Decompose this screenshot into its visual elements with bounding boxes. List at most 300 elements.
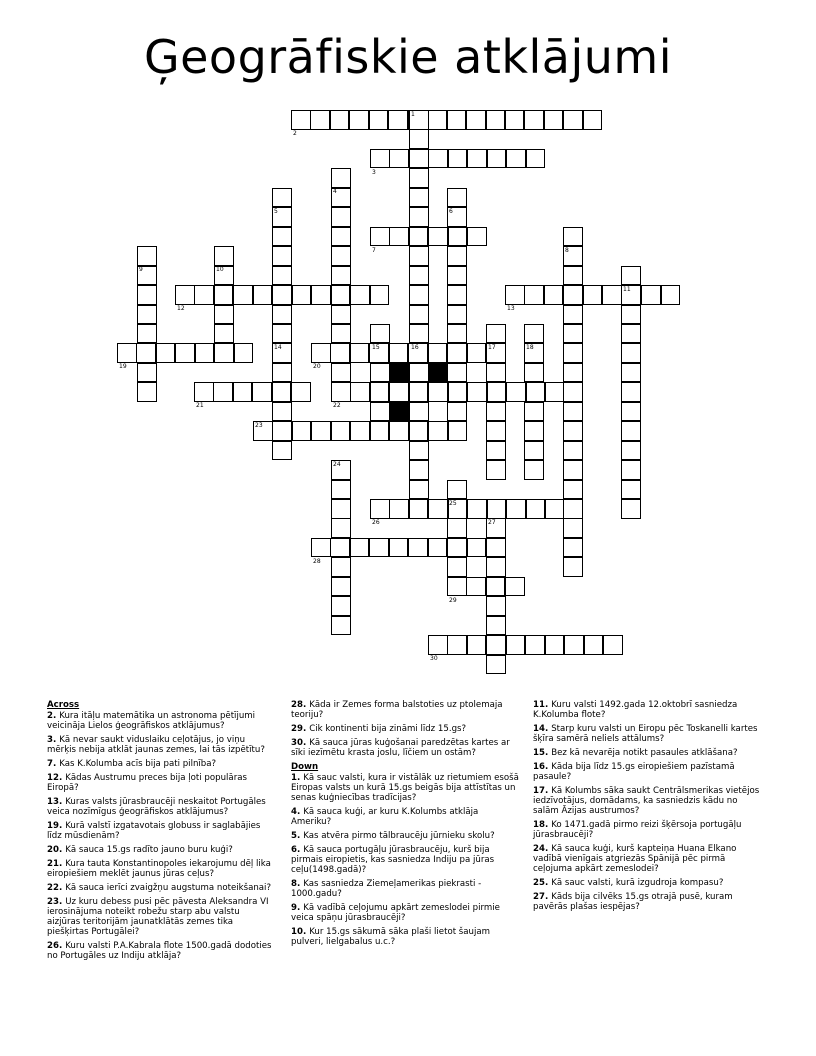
grid-cell[interactable] xyxy=(486,363,506,383)
clues-section xyxy=(0,700,816,1040)
grid-cell[interactable] xyxy=(409,499,429,519)
grid-cell[interactable] xyxy=(350,421,370,441)
clue-item xyxy=(47,759,275,769)
grid-cell[interactable] xyxy=(448,382,468,402)
grid-cell[interactable] xyxy=(487,382,507,402)
clue-column-1 xyxy=(47,700,275,965)
grid-cell[interactable] xyxy=(448,227,468,247)
clue-item-text: Kā nevar saukt viduslaiku ceļotājus, jo viņu mērķis nebija atklāt jaunas zemes, lai tās izpētītu? xyxy=(47,735,265,755)
clue-number: 24 xyxy=(333,460,341,468)
grid-cell[interactable] xyxy=(409,246,429,266)
grid-cell[interactable] xyxy=(506,149,526,169)
grid-cell[interactable] xyxy=(409,324,429,344)
grid-cell[interactable] xyxy=(526,382,546,402)
grid-cell[interactable] xyxy=(486,616,506,636)
grid-cell[interactable] xyxy=(447,110,467,130)
grid-cell[interactable] xyxy=(272,324,292,344)
grid-cell[interactable] xyxy=(175,285,195,305)
grid-cell[interactable] xyxy=(234,343,254,363)
grid-cell[interactable] xyxy=(272,363,292,383)
grid-cell[interactable] xyxy=(331,227,351,247)
grid-cell[interactable] xyxy=(156,343,176,363)
grid-cell[interactable] xyxy=(272,246,292,266)
grid-cell[interactable] xyxy=(370,285,390,305)
grid-cell[interactable] xyxy=(370,149,390,169)
clue-number: 13 xyxy=(507,305,515,312)
grid-cell[interactable] xyxy=(409,421,429,441)
clue-item-text: Kā vadībā ceļojumu apkārt zemeslodei pirmie veica spāņu jūrasbraucēji? xyxy=(291,903,500,923)
grid-cell[interactable] xyxy=(331,246,351,266)
grid-cell[interactable] xyxy=(369,110,389,130)
grid-cell[interactable] xyxy=(331,305,351,325)
grid-cell[interactable] xyxy=(194,382,214,402)
grid-cell[interactable] xyxy=(621,324,641,344)
grid-cell[interactable] xyxy=(428,382,448,402)
grid-cell[interactable] xyxy=(563,363,583,383)
grid-cell[interactable] xyxy=(486,441,506,461)
grid-cell[interactable] xyxy=(311,421,331,441)
clue-item-number: 22. xyxy=(47,883,66,893)
grid-cell[interactable] xyxy=(524,363,544,383)
grid-cell[interactable] xyxy=(447,480,467,500)
grid-cell[interactable] xyxy=(486,538,506,558)
grid-cell[interactable] xyxy=(331,285,351,305)
clue-item-number: 25. xyxy=(533,878,552,888)
grid-cell[interactable] xyxy=(330,538,350,558)
grid-cell[interactable] xyxy=(213,382,233,402)
grid-cell[interactable] xyxy=(544,285,564,305)
clue-item xyxy=(291,831,519,841)
clue-item-number: 8. xyxy=(291,879,304,889)
grid-cell[interactable] xyxy=(350,343,370,363)
grid-cell[interactable] xyxy=(272,305,292,325)
grid-cell[interactable] xyxy=(563,343,583,363)
clue-item xyxy=(533,724,765,744)
grid-cell[interactable] xyxy=(467,382,487,402)
black-square xyxy=(389,402,409,422)
clue-item-text: Kuru valsti P.A.Kabrala flote 1500.gadā dodoties no Portugāles uz Indiju atklāja? xyxy=(47,941,272,961)
grid-cell[interactable] xyxy=(524,285,544,305)
grid-cell[interactable] xyxy=(389,499,409,519)
grid-cell[interactable] xyxy=(486,596,506,616)
grid-cell[interactable] xyxy=(350,285,370,305)
grid-cell[interactable] xyxy=(310,110,330,130)
grid-cell[interactable] xyxy=(487,499,507,519)
grid-cell[interactable] xyxy=(136,343,156,363)
clue-item-text: Kura tauta Konstantinopoles iekarojumu dēļ lika eiropiešiem meklēt jaunus jūras ceļus? xyxy=(47,859,271,879)
clue-number: 1 xyxy=(411,110,415,118)
clue-number: 28 xyxy=(313,557,321,565)
grid-cell[interactable] xyxy=(272,382,292,402)
grid-cell[interactable] xyxy=(524,441,544,461)
clue-number: 25 xyxy=(449,499,457,507)
grid-cell[interactable] xyxy=(563,227,583,247)
grid-cell[interactable] xyxy=(272,441,292,461)
clue-item-text: Cik kontinenti bija zināmi līdz 15.gs? xyxy=(309,724,467,734)
clue-item-text: Kura itāļu matemātika un astronoma pētījumi veicināja Lielos ģeogrāfiskos atklājumus? xyxy=(47,711,256,731)
clue-number: 9 xyxy=(139,266,143,274)
clue-item-number: 19. xyxy=(47,821,66,831)
clue-item xyxy=(47,735,275,755)
clue-item-number: 10. xyxy=(291,927,310,937)
grid-cell[interactable] xyxy=(214,324,234,344)
clue-item-number: 26. xyxy=(47,941,66,951)
grid-cell[interactable] xyxy=(545,382,565,402)
clue-item xyxy=(533,748,765,758)
grid-cell[interactable] xyxy=(448,421,468,441)
grid-cell[interactable] xyxy=(563,110,583,130)
grid-cell[interactable] xyxy=(486,324,506,344)
grid-cell[interactable] xyxy=(409,460,429,480)
grid-cell[interactable] xyxy=(331,616,351,636)
clue-item-text: Kādas Austrumu preces bija ļoti populāras Eiropā? xyxy=(47,773,247,793)
grid-cell[interactable] xyxy=(389,382,409,402)
grid-cell[interactable] xyxy=(602,285,622,305)
grid-cell[interactable] xyxy=(526,149,546,169)
grid-cell[interactable] xyxy=(214,343,234,363)
grid-cell[interactable] xyxy=(467,343,487,363)
clue-item xyxy=(291,879,519,899)
grid-cell[interactable] xyxy=(330,110,350,130)
clue-item-text: Ko 1471.gadā pirmo reizi šķērsoja portugāļu jūrasbraucēji? xyxy=(533,820,742,840)
grid-cell[interactable] xyxy=(563,266,583,286)
clue-number: 16 xyxy=(411,343,419,351)
grid-cell[interactable] xyxy=(214,285,234,305)
grid-cell[interactable] xyxy=(524,402,544,422)
grid-cell[interactable] xyxy=(428,227,448,247)
grid-cell[interactable] xyxy=(370,421,390,441)
grid-cell[interactable] xyxy=(409,227,429,247)
grid-cell[interactable] xyxy=(524,460,544,480)
grid-cell[interactable] xyxy=(331,421,351,441)
grid-cell[interactable] xyxy=(409,168,429,188)
grid-cell[interactable] xyxy=(506,499,526,519)
grid-cell[interactable] xyxy=(331,168,351,188)
grid-cell[interactable] xyxy=(584,635,604,655)
clue-number: 2 xyxy=(293,129,297,137)
grid-cell[interactable] xyxy=(621,363,641,383)
grid-cell[interactable] xyxy=(331,557,351,577)
grid-cell[interactable] xyxy=(621,305,641,325)
grid-cell[interactable] xyxy=(117,343,137,363)
grid-cell[interactable] xyxy=(661,285,681,305)
grid-cell[interactable] xyxy=(563,382,583,402)
grid-cell[interactable] xyxy=(292,285,312,305)
grid-cell[interactable] xyxy=(621,499,641,519)
grid-cell[interactable] xyxy=(486,655,506,675)
grid-cell[interactable] xyxy=(563,480,583,500)
grid-cell[interactable] xyxy=(448,149,468,169)
grid-cell[interactable] xyxy=(389,421,409,441)
grid-cell[interactable] xyxy=(447,518,467,538)
grid-cell[interactable] xyxy=(409,382,429,402)
grid-cell[interactable] xyxy=(311,538,331,558)
grid-cell[interactable] xyxy=(544,110,564,130)
grid-cell[interactable] xyxy=(447,305,467,325)
grid-cell[interactable] xyxy=(389,343,409,363)
grid-cell[interactable] xyxy=(331,596,351,616)
clue-item xyxy=(533,844,765,874)
grid-cell[interactable] xyxy=(447,266,467,286)
grid-cell[interactable] xyxy=(563,285,583,305)
grid-cell[interactable] xyxy=(563,557,583,577)
grid-cell[interactable] xyxy=(409,363,429,383)
grid-cell[interactable] xyxy=(233,382,253,402)
grid-cell[interactable] xyxy=(428,421,448,441)
grid-cell[interactable] xyxy=(583,110,603,130)
grid-cell[interactable] xyxy=(563,305,583,325)
clue-item-text: Starp kuru valsti un Eiropu pēc Toskanelli kartes šķīra samērā neliels attālums? xyxy=(533,724,758,744)
grid-cell[interactable] xyxy=(563,538,583,558)
grid-cell[interactable] xyxy=(486,577,506,597)
grid-cell[interactable] xyxy=(466,110,486,130)
grid-cell[interactable] xyxy=(545,499,565,519)
grid-cell[interactable] xyxy=(467,538,487,558)
grid-cell[interactable] xyxy=(195,343,215,363)
grid-cell[interactable] xyxy=(447,363,467,383)
clue-item-text: Kuras valsts jūrasbraucēji neskaitot Portugāles veica nozīmīgus ģeogrāfiskos atklājumus? xyxy=(47,797,266,817)
clue-number: 18 xyxy=(526,343,534,351)
grid-cell[interactable] xyxy=(137,363,157,383)
grid-cell[interactable] xyxy=(370,363,390,383)
grid-cell[interactable] xyxy=(331,577,351,597)
grid-cell[interactable] xyxy=(641,285,661,305)
grid-cell[interactable] xyxy=(467,635,487,655)
grid-cell[interactable] xyxy=(563,518,583,538)
grid-cell[interactable] xyxy=(563,441,583,461)
grid-cell[interactable] xyxy=(545,635,565,655)
clue-item-text: Kā sauc valsti, kura ir vistālāk uz rietumiem esošā Eiropas valsts un kurā 15.gs beigās bija attīstītas un senas kuģniecības tradīcijas? xyxy=(291,773,519,803)
clue-item-number: 4. xyxy=(291,807,304,817)
grid-cell[interactable] xyxy=(409,285,429,305)
grid-cell[interactable] xyxy=(621,421,641,441)
grid-cell[interactable] xyxy=(447,343,467,363)
clue-item-text: Kas atvēra pirmo tālbraucēju jūrnieku skolu? xyxy=(303,831,495,841)
grid-cell[interactable] xyxy=(350,538,370,558)
grid-cell[interactable] xyxy=(350,382,370,402)
grid-cell[interactable] xyxy=(253,285,273,305)
grid-cell[interactable] xyxy=(349,110,369,130)
grid-cell[interactable] xyxy=(447,557,467,577)
clue-item xyxy=(533,786,765,816)
clue-item-number: 23. xyxy=(47,897,66,907)
grid-cell[interactable] xyxy=(428,343,448,363)
grid-cell[interactable] xyxy=(370,382,390,402)
grid-cell[interactable] xyxy=(408,538,428,558)
grid-cell[interactable] xyxy=(331,363,351,383)
grid-cell[interactable] xyxy=(409,266,429,286)
clue-item-text: Kā Kolumbs sāka saukt Centrālsmerikas vietējos iedzīvotājus, domādams, ka sasniedzis kādu no salām Āzijas austrumos? xyxy=(533,786,760,816)
clue-item xyxy=(533,878,765,888)
clue-item-number: 28. xyxy=(291,700,310,710)
grid-cell[interactable] xyxy=(137,246,157,266)
grid-cell[interactable] xyxy=(447,188,467,208)
grid-cell[interactable] xyxy=(409,441,429,461)
grid-cell[interactable] xyxy=(370,324,390,344)
grid-cell[interactable] xyxy=(331,382,351,402)
grid-cell[interactable] xyxy=(272,227,292,247)
grid-cell[interactable] xyxy=(291,382,311,402)
grid-cell[interactable] xyxy=(467,227,487,247)
grid-cell[interactable] xyxy=(487,149,507,169)
grid-cell[interactable] xyxy=(370,227,390,247)
grid-cell[interactable] xyxy=(331,324,351,344)
grid-cell[interactable] xyxy=(252,382,272,402)
grid-cell[interactable] xyxy=(447,538,467,558)
grid-cell[interactable] xyxy=(447,402,467,422)
grid-cell[interactable] xyxy=(409,480,429,500)
grid-cell[interactable] xyxy=(409,129,429,149)
grid-cell[interactable] xyxy=(524,421,544,441)
clue-item-text: Kuru valsti 1492.gada 12.oktobrī sasniedza K.Kolumba flote? xyxy=(533,700,738,720)
grid-cell[interactable] xyxy=(370,499,390,519)
grid-cell[interactable] xyxy=(409,207,429,227)
clue-item-number: 21. xyxy=(47,859,66,869)
clue-number: 21 xyxy=(196,402,204,410)
grid-cell[interactable] xyxy=(506,382,526,402)
grid-cell[interactable] xyxy=(563,402,583,422)
grid-cell[interactable] xyxy=(486,557,506,577)
clue-number: 17 xyxy=(488,343,496,351)
clue-item-text: Kā sauca portugāļu jūrasbraucēju, kurš bija pirmais eiropietis, kas sasniedza Indiju pa jūras ceļu(1498.gadā)? xyxy=(291,845,495,875)
black-square xyxy=(428,363,448,383)
grid-cell[interactable] xyxy=(524,110,544,130)
grid-cell[interactable] xyxy=(428,149,448,169)
grid-cell[interactable] xyxy=(564,635,584,655)
clue-item xyxy=(47,821,275,841)
grid-cell[interactable] xyxy=(137,285,157,305)
grid-cell[interactable] xyxy=(214,246,234,266)
grid-cell[interactable] xyxy=(486,402,506,422)
grid-cell[interactable] xyxy=(272,266,292,286)
clue-item-number: 15. xyxy=(533,748,552,758)
grid-cell[interactable] xyxy=(467,149,487,169)
grid-cell[interactable] xyxy=(621,266,641,286)
grid-cell[interactable] xyxy=(621,382,641,402)
grid-cell[interactable] xyxy=(563,421,583,441)
grid-cell[interactable] xyxy=(621,343,641,363)
clue-item-text: Kur 15.gs sākumā sāka plaši lietot šaujam pulveri, lielgabalus u.c.? xyxy=(291,927,491,947)
clue-item-number: 9. xyxy=(291,903,304,913)
grid-cell[interactable] xyxy=(447,577,467,597)
grid-cell[interactable] xyxy=(409,402,429,422)
grid-cell[interactable] xyxy=(331,480,351,500)
grid-cell[interactable] xyxy=(272,421,292,441)
clue-item xyxy=(47,711,275,731)
grid-cell[interactable] xyxy=(447,324,467,344)
clue-number: 26 xyxy=(372,518,380,526)
grid-cell[interactable] xyxy=(272,188,292,208)
clue-item-text: Kurā valstī izgatavotais globuss ir saglabājies līdz mūsdienām? xyxy=(47,821,261,841)
clue-item xyxy=(291,773,519,803)
grid-cell[interactable] xyxy=(388,110,408,130)
grid-cell[interactable] xyxy=(467,499,487,519)
grid-cell[interactable] xyxy=(428,538,448,558)
grid-cell[interactable] xyxy=(466,577,486,597)
grid-cell[interactable] xyxy=(563,324,583,344)
clue-item xyxy=(47,897,275,937)
clue-number: 11 xyxy=(623,285,631,293)
grid-cell[interactable] xyxy=(214,305,234,325)
clue-number: 5 xyxy=(274,207,278,215)
grid-cell[interactable] xyxy=(621,441,641,461)
grid-cell[interactable] xyxy=(428,635,448,655)
grid-cell[interactable] xyxy=(447,246,467,266)
grid-cell[interactable] xyxy=(486,460,506,480)
clue-item xyxy=(47,941,275,961)
clue-item-number: 12. xyxy=(47,773,66,783)
clue-item-text: Kāds bija cilvēks 15.gs otrajā pusē, kuram pavērās plašas iespējas? xyxy=(533,892,733,912)
grid-cell[interactable] xyxy=(233,285,253,305)
grid-cell[interactable] xyxy=(311,343,331,363)
grid-cell[interactable] xyxy=(272,402,292,422)
grid-cell[interactable] xyxy=(389,538,409,558)
grid-cell[interactable] xyxy=(486,110,506,130)
grid-cell[interactable] xyxy=(311,285,331,305)
grid-cell[interactable] xyxy=(175,343,195,363)
grid-cell[interactable] xyxy=(292,421,312,441)
grid-cell[interactable] xyxy=(526,499,546,519)
grid-cell[interactable] xyxy=(330,343,350,363)
grid-cell[interactable] xyxy=(409,305,429,325)
clue-item xyxy=(533,762,765,782)
grid-cell[interactable] xyxy=(409,188,429,208)
grid-cell[interactable] xyxy=(621,480,641,500)
clue-column-2 xyxy=(291,700,519,951)
grid-cell[interactable] xyxy=(505,110,525,130)
grid-cell[interactable] xyxy=(563,499,583,519)
grid-cell[interactable] xyxy=(409,149,429,169)
grid-cell[interactable] xyxy=(603,635,623,655)
grid-cell[interactable] xyxy=(486,635,506,655)
grid-cell[interactable] xyxy=(428,499,448,519)
clue-item-number: 11. xyxy=(533,700,552,710)
clue-item xyxy=(47,797,275,817)
grid-cell[interactable] xyxy=(563,460,583,480)
grid-cell[interactable] xyxy=(524,324,544,344)
grid-cell[interactable] xyxy=(331,499,351,519)
grid-cell[interactable] xyxy=(621,460,641,480)
grid-cell[interactable] xyxy=(369,538,389,558)
grid-cell[interactable] xyxy=(486,421,506,441)
grid-cell[interactable] xyxy=(331,266,351,286)
grid-cell[interactable] xyxy=(291,110,311,130)
grid-cell[interactable] xyxy=(389,149,409,169)
grid-cell[interactable] xyxy=(272,285,292,305)
grid-cell[interactable] xyxy=(506,635,526,655)
clue-number: 20 xyxy=(313,363,321,371)
grid-cell[interactable] xyxy=(331,207,351,227)
grid-cell[interactable] xyxy=(370,402,390,422)
grid-cell[interactable] xyxy=(427,110,447,130)
grid-cell[interactable] xyxy=(194,285,214,305)
clue-item-text: Kāda bija līdz 15.gs eiropiešiem pazīstamā pasaule? xyxy=(533,762,735,782)
grid-cell[interactable] xyxy=(447,635,467,655)
grid-cell[interactable] xyxy=(583,285,603,305)
grid-cell[interactable] xyxy=(621,402,641,422)
grid-cell[interactable] xyxy=(137,382,157,402)
grid-cell[interactable] xyxy=(389,227,409,247)
grid-cell[interactable] xyxy=(505,577,525,597)
grid-cell[interactable] xyxy=(447,285,467,305)
grid-cell[interactable] xyxy=(137,305,157,325)
grid-cell[interactable] xyxy=(525,635,545,655)
grid-cell[interactable] xyxy=(331,518,351,538)
clue-number: 27 xyxy=(488,518,496,526)
grid-cell[interactable] xyxy=(137,324,157,344)
clue-item xyxy=(47,883,275,893)
grid-cell[interactable] xyxy=(505,285,525,305)
